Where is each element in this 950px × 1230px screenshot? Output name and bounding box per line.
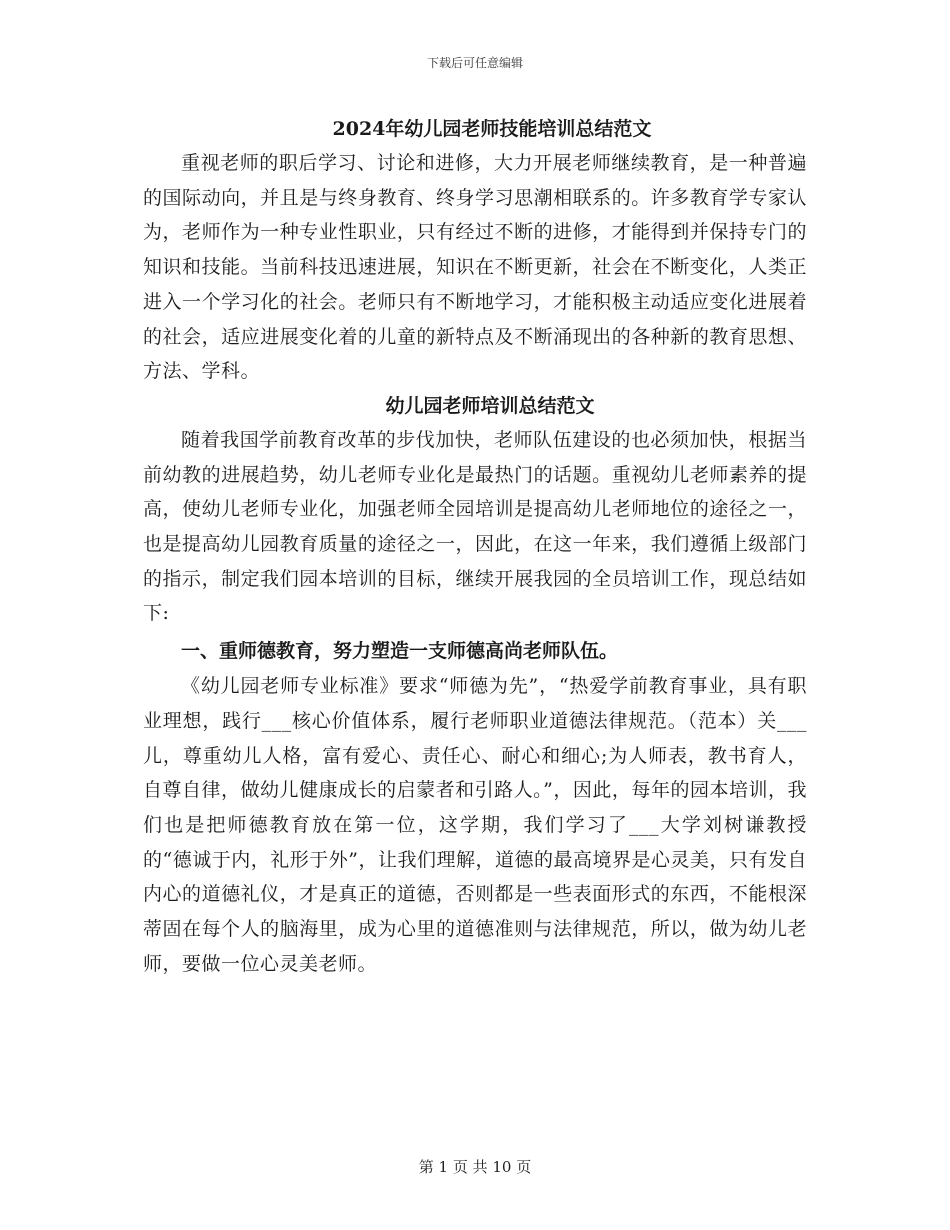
page-header-note: 下载后可任意编辑 <box>426 56 523 70</box>
paragraph-2: 随着我国学前教育改革的步伐加快，老师队伍建设的也必须加快，根据当前幼教的进展趋势，幼儿老师专业化是最热门的话题。重视幼儿老师素养的提高，使幼儿老师专业化，加强老师全园培训是提高幼儿老师地位的途径之一，也是提高幼儿园教育质量的途径之一，因此，在这一年来，我们遵循上级部门的指示，制定我们园本培训的目标，继续开展我园的全员培训工作，现总结如下: <box>143 428 807 625</box>
section-1-heading: 一、重师德教育，努力塑造一支师德高尚老师队伍。 <box>181 640 619 663</box>
document-title: 2024年幼儿园老师技能培训总结范文 <box>332 118 652 140</box>
intro-paragraph: 重视老师的职后学习、讨论和进修，大力开展老师继续教育，是一种普遍的国际动向，并且是与终身教育、终身学习思潮相联系的。许多教育学专家认为，老师作为一种专业性职业，只有经过不断的进修，才能得到并保持专门的知识和技能。当前科技迅速进展，知识在不断更新，社会在不断变化，人类正进入一个学习化的社会。老师只有不断地学习，才能积极主动适应变化进展着的社会，适应进展变化着的儿童的新特点及不断涌现出的各种新的教育思想、方法、学科。 <box>143 152 807 383</box>
document-body <box>143 112 807 981</box>
page-number: 第 1 页 共 10 页 <box>418 1158 532 1176</box>
document-subtitle: 幼儿园老师培训总结范文 <box>385 394 595 417</box>
paragraph-3: 《幼儿园老师专业标准》要求“师德为先”，“热爱学前教育事业，具有职业理想，践行___核心价值体系，履行老师职业道德法律规范。（范本）关___儿，尊重幼儿人格，富有爱心、责任心、耐心和细心;为人师表，教书育人，自尊自律，做幼儿健康成长的启蒙者和引路人。”，因此，每年的园本培训，我们也是把师德教育放在第一位，这学期，我们学习了___大学刘树谦教授的“德诚于内，礼形于外”，让我们理解，道德的最高境界是心灵美，只有发自内心的道德礼仪，才是真正的道德，否则都是一些表面形式的东西，不能根深蒂固在每个人的脑海里，成为心里的道德准则与法律规范，所以，做为幼儿老师，要做一位心灵美老师。 <box>143 675 807 975</box>
